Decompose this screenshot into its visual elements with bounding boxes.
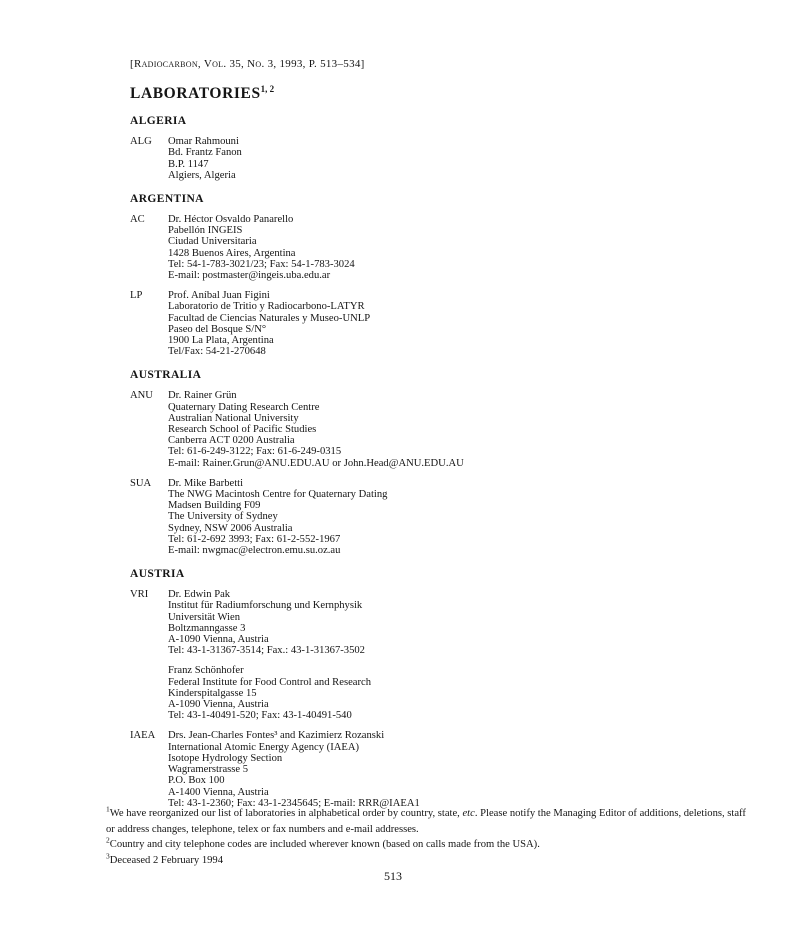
page-title (130, 84, 678, 103)
footnote-1 (106, 806, 756, 837)
page-title-superscript: 1, 2 (260, 84, 275, 94)
address-line: Dr. Edwin Pak (168, 589, 231, 601)
lab-code: SUA (130, 477, 152, 489)
footnote-3 (106, 850, 756, 869)
lab-entry (130, 290, 678, 357)
lab-code (130, 665, 168, 721)
address-line: Bd. Frantz Fanon (168, 147, 242, 159)
address-line: Australian National University (168, 412, 299, 424)
address-line: Kinderspitalgasse 15 (168, 687, 257, 699)
page-content (130, 58, 678, 809)
address-line: A-1090 Vienna, Austria (168, 634, 269, 646)
address-line: The NWG Macintosh Centre for Quaternary Dating (168, 489, 388, 501)
journal-citation: [Radiocarbon, Vol. 35, No. 3, 1993, P. 513–534] (130, 58, 365, 70)
address-line: Tel: 61-2-692 3993; Fax: 61-2-552-1967 (168, 533, 341, 545)
footnote-2 (106, 837, 756, 853)
address-line: Institut für Radiumforschung und Kernphysik (168, 600, 363, 612)
lab-code: IAEA (130, 730, 156, 742)
address-line: The University of Sydney (168, 511, 278, 523)
address-line: Tel: 61-6-249-3122; Fax: 61-6-249-0315 (168, 446, 342, 458)
address-line: E-mail: nwgmac@electron.emu.su.oz.au (168, 545, 341, 557)
address-line: Omar Rahmouni (168, 136, 239, 148)
footnote-marker: 2 (106, 835, 110, 845)
lab-address (168, 665, 371, 721)
lab-entry (130, 665, 678, 721)
address-line: Drs. Jean-Charles Fontes³ and Kazimierz Rozanski (168, 730, 385, 742)
address-line: Tel/Fax: 54-21-270648 (168, 346, 266, 358)
address-line: A-1400 Vienna, Austria (168, 786, 269, 798)
address-line: Algiers, Algeria (168, 169, 236, 181)
page-number: 513 (384, 869, 402, 883)
lab-entry (130, 589, 678, 656)
address-line: Laboratorio de Tritio y Radiocarbono-LATYR (168, 301, 365, 313)
address-line: Wagramerstrasse 5 (168, 764, 249, 776)
section-heading-austria: AUSTRIA (130, 568, 185, 581)
section-heading-australia: AUSTRALIA (130, 369, 202, 382)
lab-entry (130, 730, 678, 808)
lab-address (168, 290, 370, 357)
address-line: Dr. Mike Barbetti (168, 477, 244, 489)
address-line: Tel: 54-1-783-3021/23; Fax: 54-1-783-3024 (168, 258, 355, 270)
footnote-marker: 1 (106, 804, 110, 814)
address-line: Paseo del Bosque S/N° (168, 323, 267, 335)
address-line: Dr. Héctor Osvaldo Panarello (168, 213, 294, 225)
address-line: Sydney, NSW 2006 Australia (168, 522, 293, 534)
lab-address (168, 478, 387, 556)
footnote-text-italic: etc (462, 808, 475, 819)
address-line: Tel: 43-1-31367-3514; Fax.: 43-1-31367-3502 (168, 645, 365, 657)
section-heading-argentina: ARGENTINA (130, 192, 204, 205)
lab-entry (130, 136, 678, 181)
address-line: E-mail: postmaster@ingeis.uba.edu.ar (168, 269, 331, 281)
address-line: Tel: 43-1-2360; Fax: 43-1-2345645; E-mail: RRR@IAEA1 (168, 797, 420, 809)
address-line: 1900 La Plata, Argentina (168, 335, 274, 346)
lab-entry (130, 478, 678, 556)
address-line: Boltzmanngasse 3 (168, 622, 246, 634)
lab-address (168, 390, 464, 468)
address-line: International Atomic Energy Agency (IAEA) (168, 741, 360, 753)
lab-code: AC (130, 213, 145, 225)
footnote-text: Deceased 2 February 1994 (109, 854, 224, 866)
lab-code: ANU (130, 390, 153, 402)
address-line: Federal Institute for Food Control and Research (168, 676, 371, 688)
address-line: Facultad de Ciencias Naturales y Museo-UNLP (168, 312, 371, 324)
lab-code: ALG (130, 136, 152, 148)
address-line: Prof. Aníbal Juan Figini (168, 290, 270, 302)
footnotes (106, 806, 756, 868)
lab-address (168, 214, 355, 281)
address-line: Universität Wien (168, 611, 241, 623)
address-line: P.O. Box 100 (168, 775, 225, 787)
footnote-text: . Please notify the Managing Editor of additions, deletions, staff or address changes, telephone, telex or fax numbers and e-mail addresses. (106, 808, 746, 835)
lab-code: LP (130, 290, 143, 302)
address-line: Quaternary Dating Research Centre (168, 401, 320, 413)
lab-entry (130, 390, 678, 468)
address-line: A-1090 Vienna, Austria (168, 699, 269, 711)
address-line: Pabellón INGEIS (168, 225, 243, 237)
address-line: Dr. Rainer Grün (168, 390, 237, 402)
lab-address (168, 730, 420, 808)
address-line: Isotope Hydrology Section (168, 752, 283, 764)
footnote-text: Country and city telephone codes are included wherever known (based on calls made from the USA). (109, 839, 540, 850)
section-heading-algeria: ALGERIA (130, 115, 187, 128)
address-line: Tel: 43-1-40491-520; Fax: 43-1-40491-540 (168, 710, 352, 722)
lab-entry (130, 214, 678, 281)
lab-address (168, 136, 242, 181)
page-title-text: LABORATORIES (130, 85, 261, 103)
address-line: Research School of Pacific Studies (168, 424, 317, 436)
address-line: Franz Schönhofer (168, 665, 244, 677)
footnote-marker: 3 (106, 850, 110, 860)
lab-code: VRI (130, 589, 149, 601)
address-line: Ciudad Universitaria (168, 236, 257, 248)
address-line: 1428 Buenos Aires, Argentina (168, 247, 296, 259)
address-line: Madsen Building F09 (168, 500, 261, 512)
address-line: Canberra ACT 0200 Australia (168, 435, 295, 447)
footnote-text: We have reorganized our list of laboratories in alphabetical order by country, state, (109, 808, 463, 819)
address-line: B.P. 1147 (168, 158, 209, 170)
address-line: E-mail: Rainer.Grun@ANU.EDU.AU or John.Head@ANU.EDU.AU (168, 457, 464, 469)
lab-address (168, 589, 365, 656)
